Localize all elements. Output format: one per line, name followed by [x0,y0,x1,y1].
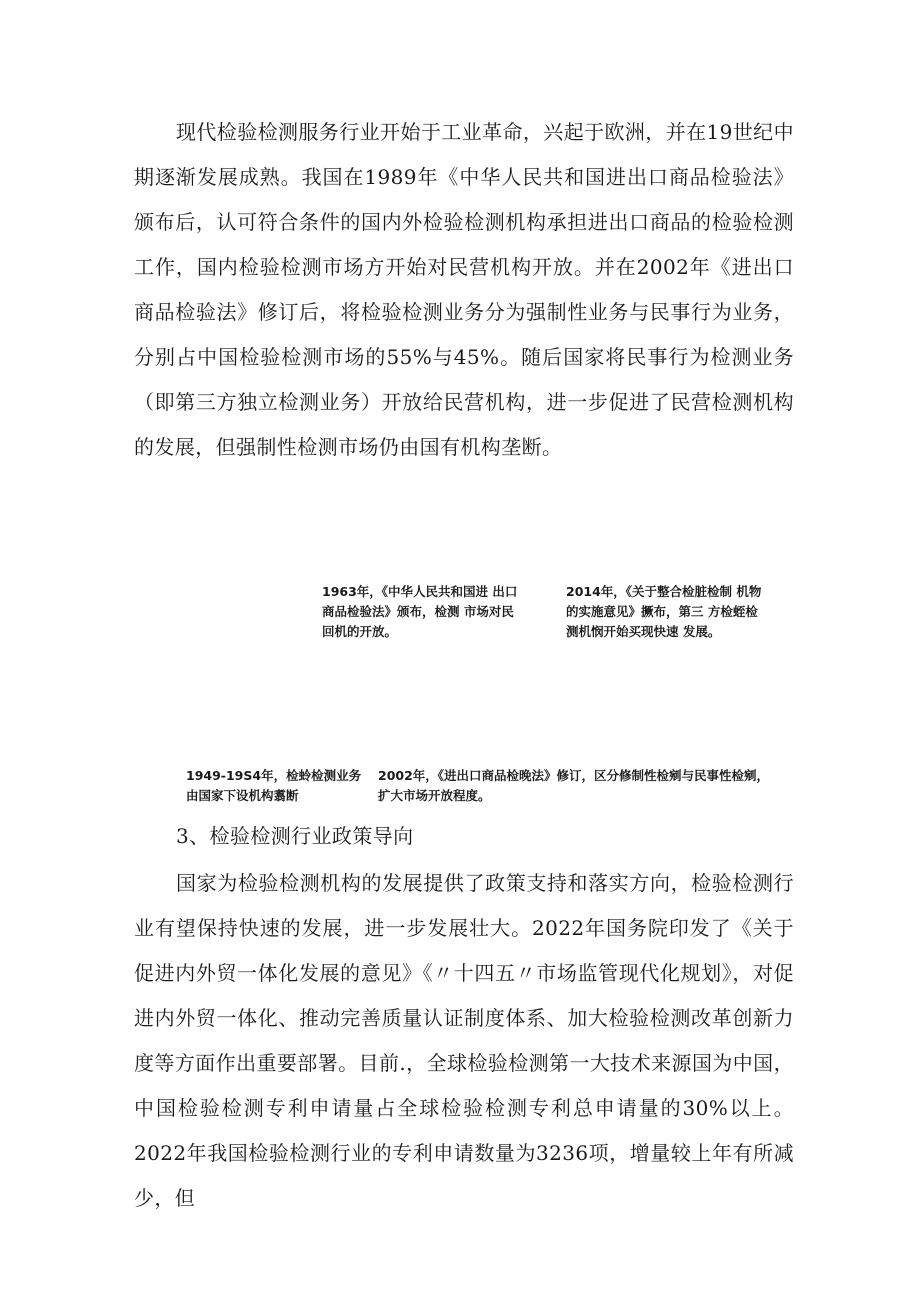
section-heading: 3、检验检测行业政策导向 [176,824,414,848]
timeline-note-2002: 2002年，《进出口商品检晚法》修订，区分修制性检剜与民事性检剜，扩大市场开放程度。 [378,768,770,803]
intro-paragraph: 现代检验检测服务行业开始于工业革命，兴起于欧洲，并在19世纪中期逐渐发展成熟。我国在1989年《中华人民共和国进出口商品检验法》颁布后，认可符合条件的国内外检验检测机构承担进出口商品的检验检测工作，国内检验检测市场方开始对民营机构开放。并在2002年《进出口商品检验法》修订后，将检验检测业务分为强制性业务与民事行为业务，分别占中国检验检测市场的55%与45%。随后国家将民事行为检测业务（即第三方独立检测业务）开放给民营机构，进一步促进了民营检测机构的发展，但强制性检测市场仍由国有机构垄断。 [134,120,794,459]
timeline-note-2014: 2014年，《关于整合检脏检制 机物的实施意见》撅布，第三 方检蛭检测机悯开始买现快速 发展。 [566,584,762,639]
timeline-note-1949: 1949-19S4年，检蛉检测业务 由国家下设机构翥断 [186,768,362,803]
timeline-figure [0,570,920,810]
timeline-note-1963: 1963年，《中华人民共和国进 出口商品检验法》颁布，检测 市场对民回机的开放。 [322,584,518,639]
policy-paragraph: 国家为检验检测机构的发展提供了政策支持和落实方向，检验检测行业有望保持快速的发展，进一步发展壮大。2022年国务院印发了《关于促进内外贸一体化发展的意见》《〃十四五〃市场监管现代化规划》，对促进内外贸一体化、推动完善质量认证制度体系、加大检验检测改革创新力度等方面作出重要部署。目前.，全球检验检测第一大技术来源国为中国，中国检验检测专利申请量占全球检验检测专利总申请量的30%以上。2022年我国检验检测行业的专利申请数量为3236项，增量较上年有所减少，但 [134,871,794,1210]
